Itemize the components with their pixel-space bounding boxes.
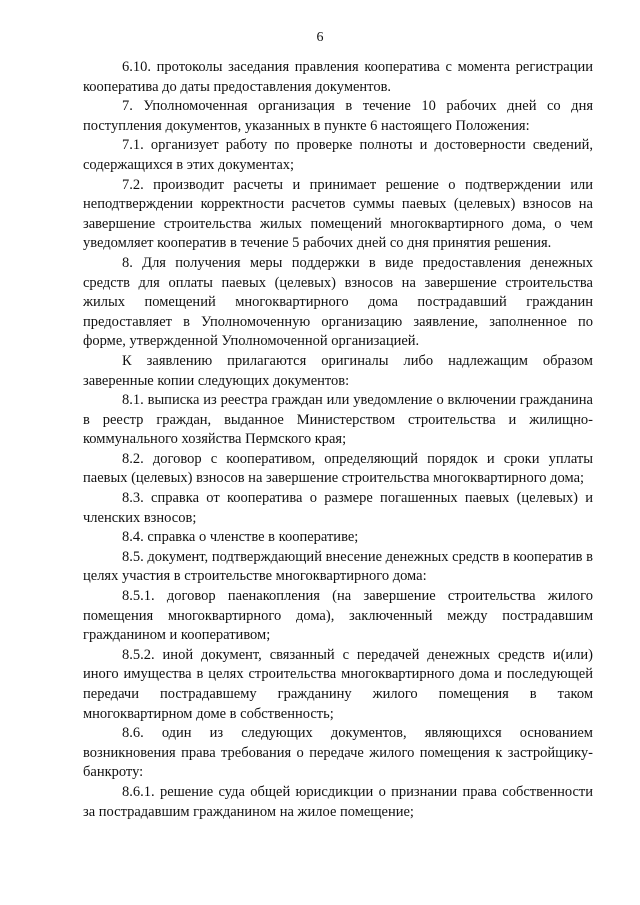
- paragraph-8-6: 8.6. один из следующих документов, являющихся основанием возникновения права требования о передаче жилого помещения к застройщику-банкроту:: [83, 725, 593, 781]
- paragraph-8-3: 8.3. справка от кооператива о размере погашенных паевых (целевых) и членских взносов;: [83, 490, 593, 526]
- paragraph-8-1: 8.1. выписка из реестра граждан или уведомление о включении гражданина в реестр граждан, выданное Министерством строительства и жилищно-коммунального хозяйства Пермского края;: [83, 392, 593, 448]
- paragraph-8-4: 8.4. справка о членстве в кооперативе;: [122, 529, 359, 546]
- document-body: [83, 58, 593, 822]
- paragraph-8-5: 8.5. документ, подтверждающий внесение денежных средств в кооператив в целях участия в строительстве многоквартирного дома:: [83, 548, 593, 585]
- paragraph-7: 7. Уполномоченная организация в течение 10 рабочих дней со дня поступления документов, указанных в пункте 6 настоящего Положения:: [83, 98, 593, 134]
- paragraph-7-1: 7.1. организует работу по проверке полноты и достоверности сведений, содержащихся в этих документах;: [83, 137, 593, 173]
- paragraph-8-2: 8.2. договор с кооперативом, определяющий порядок и сроки уплаты паевых (целевых) взносов на завершение строительства многоквартирного дома;: [83, 450, 593, 487]
- page-number: 6: [316, 30, 324, 45]
- paragraph-attachments-intro: К заявлению прилагаются оригиналы либо надлежащим образом заверенные копии следующих документов:: [83, 352, 593, 389]
- paragraph-7-2: 7.2. производит расчеты и принимает решение о подтверждении или неподтверждении корректности расчетов суммы паевых (целевых) взносов на завершение строительства жилых помещений многоквартирного дома, о чем уведомляет кооператив в течение 5 рабочих дней со дня принятия решения.: [83, 176, 593, 252]
- paragraph-8: 8. Для получения меры поддержки в виде предоставления денежных средств для оплаты паевых (целевых) взносов на завершение строительства жилых помещений многоквартирного дома пострадавший гражданин предоставляет в Уполномоченную организацию заявление, заполненное по форме, утвержденной Уполномоченной организацией.: [83, 254, 593, 350]
- paragraph-8-5-2: 8.5.2. иной документ, связанный с передачей денежных средств и(или) иного имущества в целях строительства многоквартирного дома и последующей передачи пострадавшему гражданину жилого помещения в таком многоквартирном доме в собственность;: [83, 646, 593, 722]
- paragraph-8-6-1: 8.6.1. решение суда общей юрисдикции о признании права собственности за пострадавшим гражданином на жилое помещение;: [83, 783, 593, 820]
- paragraph-6-10: 6.10. протоколы заседания правления кооператива с момента регистрации кооператива до даты предоставления документов.: [83, 59, 593, 95]
- paragraph-8-5-1: 8.5.1. договор паенакопления (на завершение строительства жилого помещения многоквартирного дома), заключенный между пострадавшим гражданином и кооперативом;: [83, 588, 593, 644]
